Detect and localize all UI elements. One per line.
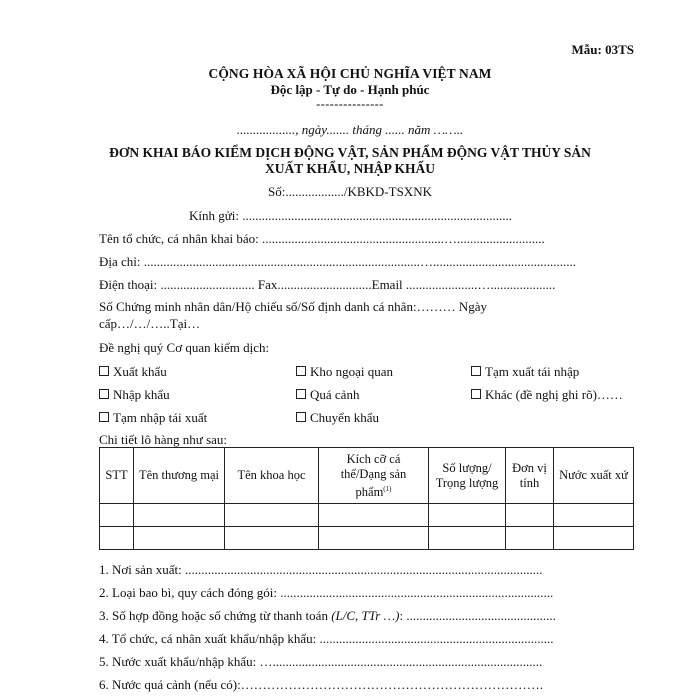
table-cell[interactable] [319, 504, 429, 527]
checkbox-icon[interactable] [471, 366, 481, 376]
checkbox-icon[interactable] [99, 389, 109, 399]
option-import[interactable]: Nhập khẩu [99, 387, 170, 403]
form-title-line-2: XUẤT KHẨU, NHẬP KHẨU [264, 161, 435, 176]
recipient-field: Kính gửi: ................................................................................... [189, 208, 513, 223]
table-cell[interactable] [554, 527, 634, 550]
table-row [100, 504, 634, 527]
header-separator: --------------- [316, 97, 384, 111]
nation-title: CỘNG HÒA XÃ HỘI CHỦ NGHĨA VIỆT NAM [208, 66, 492, 81]
id-field-line-2: cấp…/…/…..Tại… [99, 316, 201, 331]
checkbox-icon[interactable] [471, 389, 481, 399]
table-cell[interactable] [429, 504, 506, 527]
table-cell[interactable] [319, 527, 429, 550]
checkbox-icon[interactable] [99, 412, 109, 422]
table-header-row [100, 448, 634, 504]
col-header-origin: Nước xuất xứ [554, 448, 634, 504]
contract-number-field: 3. Số hợp đồng hoặc số chứng từ thanh toán (L/C, TTr …): .............................................. [99, 608, 556, 623]
contact-field: Điện thoại: ............................. Fax.............................Email ......................….................... [99, 277, 556, 292]
table-cell[interactable] [100, 527, 134, 550]
col-header-scientific-name: Tên khoa học [225, 448, 319, 504]
option-temp-import-reexport[interactable]: Tạm nhập tái xuất [99, 410, 207, 426]
motto: Độc lập - Tự do - Hạnh phúc [270, 82, 430, 97]
checkbox-icon[interactable] [99, 366, 109, 376]
option-export[interactable]: Xuất khẩu [99, 364, 167, 380]
production-place-field: 1. Nơi sản xuất: .............................................................................................................. [99, 562, 543, 577]
id-field-line-1: Số Chứng minh nhân dân/Hộ chiếu số/Số định danh cá nhân:……… Ngày [99, 299, 487, 314]
shipment-details-table [99, 447, 634, 550]
transit-country-field: 6. Nước quá cảnh (nếu có):……………………………………………………………. [99, 677, 543, 692]
col-header-stt: STT [100, 448, 134, 504]
date-line: .................., ngày....... tháng ...... năm …….. [236, 122, 464, 137]
option-other[interactable]: Khác (đề nghị ghi rõ)…… [471, 387, 623, 403]
declarant-field: Tên tổ chức, cá nhân khai báo: ........................................................…........................... [99, 231, 545, 246]
packaging-field: 2. Loại bao bì, quy cách đóng gói: .................................................................................... [99, 585, 554, 600]
checkbox-icon[interactable] [296, 389, 306, 399]
table-cell[interactable] [100, 504, 134, 527]
table-cell[interactable] [506, 527, 554, 550]
exporter-importer-field: 4. Tổ chức, cá nhân xuất khẩu/nhập khẩu: ........................................................................ [99, 631, 554, 646]
col-header-quantity: Số lượng/ Trọng lượng [429, 448, 506, 504]
table-cell[interactable] [506, 504, 554, 527]
table-cell[interactable] [134, 527, 225, 550]
checkbox-icon[interactable] [296, 366, 306, 376]
table-cell[interactable] [134, 504, 225, 527]
table-cell[interactable] [429, 527, 506, 550]
table-caption: Chi tiết lô hàng như sau: [99, 432, 228, 447]
col-header-trade-name: Tên thương mại [134, 448, 225, 504]
form-title-line-1: ĐƠN KHAI BÁO KIỂM DỊCH ĐỘNG VẬT, SẢN PHẨM ĐỘNG VẬT THỦY SẢN [109, 145, 591, 160]
table-cell[interactable] [225, 527, 319, 550]
form-code: Mẫu: 03TS [571, 42, 634, 57]
form-number: Số:................../KBKD-TSXNK [268, 184, 432, 199]
col-header-unit: Đơn vị tính [506, 448, 554, 504]
address-field: Địa chỉ: .....................................................................................…............................................ [99, 254, 577, 269]
option-temp-export-reimport[interactable]: Tạm xuất tái nhập [471, 364, 579, 380]
request-label: Đề nghị quý Cơ quan kiểm dịch: [99, 340, 270, 355]
option-transshipment[interactable]: Chuyển khẩu [296, 410, 379, 426]
checkbox-icon[interactable] [296, 412, 306, 422]
col-header-size: Kích cỡ cá thể/Dạng sản phẩm$^{(1)}$ [319, 448, 429, 504]
table-cell[interactable] [554, 504, 634, 527]
option-bonded-warehouse[interactable]: Kho ngoại quan [296, 364, 393, 380]
footnote-marker: (1) [383, 484, 392, 493]
export-import-country-field: 5. Nước xuất khẩu/nhập khẩu: …................................................................................... [99, 654, 543, 669]
table-cell[interactable] [225, 504, 319, 527]
table-row [100, 527, 634, 550]
option-transit[interactable]: Quá cảnh [296, 387, 359, 403]
